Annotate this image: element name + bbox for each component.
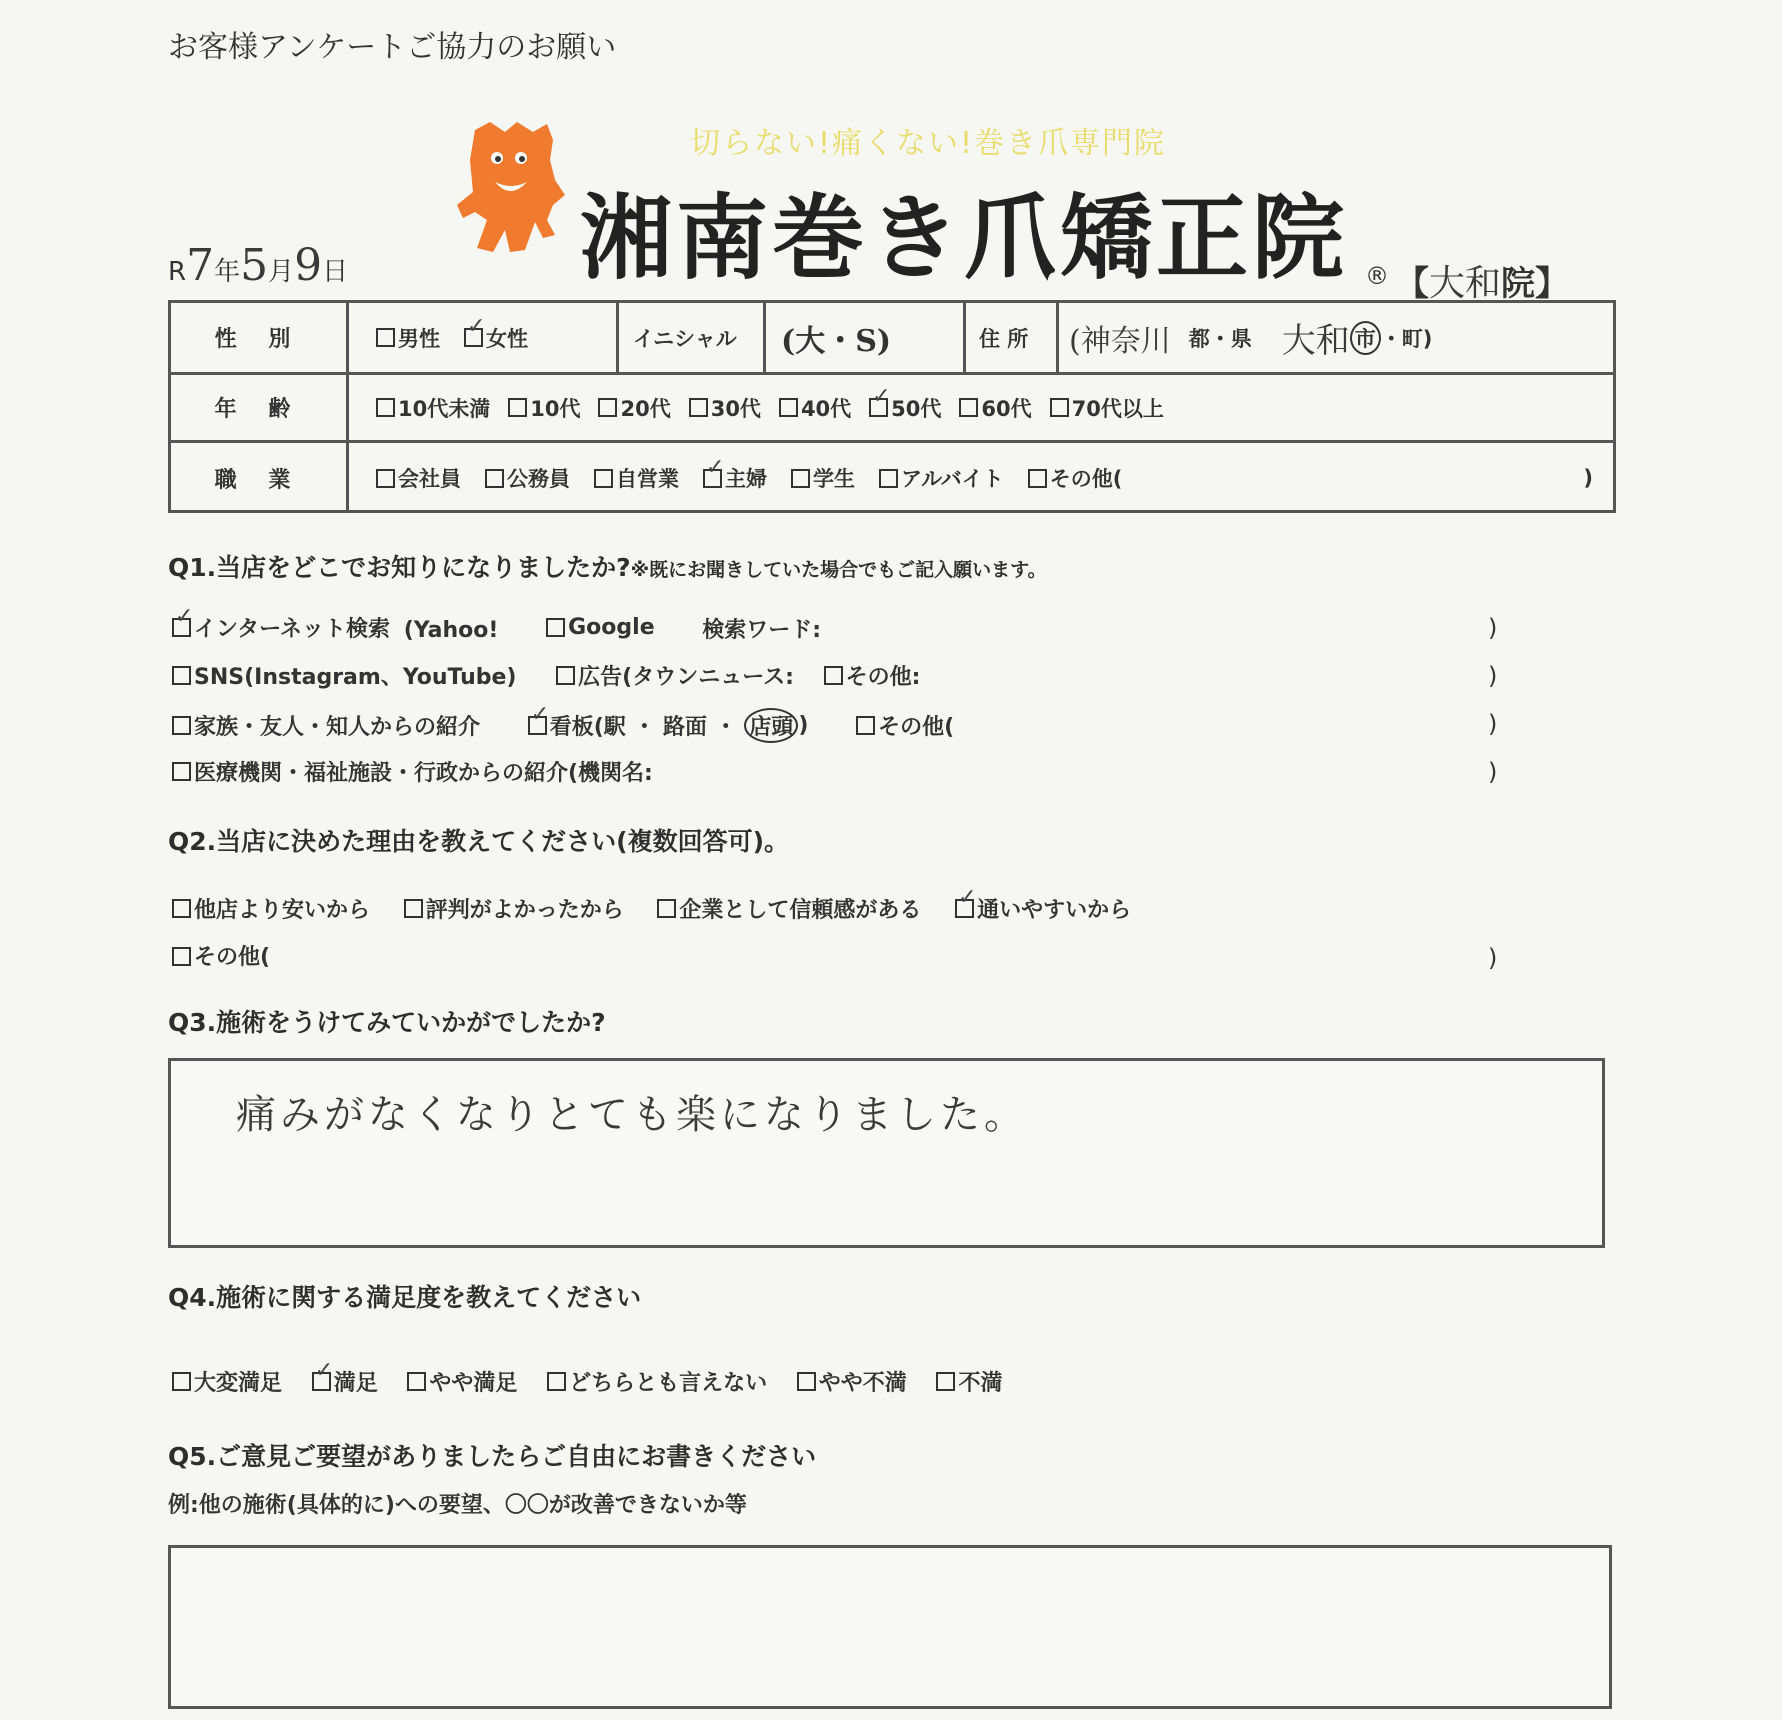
age-option[interactable]: 20代 [598,393,670,423]
q3-title: Q3.施術をうけてみていかがでしたか? [168,1008,606,1037]
q5-example: 例:他の施術(具体的に)への要望、〇〇が改善できないか等 [168,1493,747,1518]
q1-line-referral [172,708,978,743]
age-option[interactable]: 30代 [689,393,761,423]
initials-label: イニシャル [633,326,737,351]
registered-mark: ® [1365,262,1389,290]
close-paren: ) [1488,758,1498,786]
q1-other-option[interactable]: その他( [856,710,954,741]
q1-line-sns [172,660,944,691]
age-option[interactable]: 10代 [508,393,580,423]
q1-note: ※既にお聞きしていた場合でもご記入願います。 [630,559,1047,581]
age-options [376,375,1182,440]
branch-name: 【大和院】 [1395,263,1570,304]
gender-option-male[interactable]: 男性 [376,323,440,353]
age-option[interactable]: 60代 [959,393,1031,423]
circled-storefront: 店頭 [744,708,798,743]
q2-option[interactable]: 企業として信頼感がある [657,893,921,924]
q1-ad-other-option[interactable]: その他: [824,660,921,691]
q1-line-internet [172,612,821,644]
job-option[interactable]: 公務員 [485,463,570,493]
q1-yahoo-option[interactable]: (Yahoo! [403,618,499,643]
gender-row [171,303,1613,375]
q1-ad-option[interactable]: 広告(タウンニュース: [556,660,794,691]
age-option[interactable]: 10代未満 [376,393,490,423]
survey-date: R7年5月9日 [168,240,349,291]
q1-sign-option[interactable]: ✓ 看板(駅 ・ 路面 ・ 店頭 ) [528,708,809,743]
close-paren: ) [1488,710,1498,738]
q1-keyword-label: 検索ワード: [702,618,822,643]
job-close-paren: ) [1583,466,1593,490]
q4-option[interactable]: どちらとも言えない [547,1366,767,1397]
mascot-logo [455,120,570,270]
branch-handwritten: 大和 [1429,263,1502,304]
age-label: 年 齢 [171,375,349,440]
q5-answer-box[interactable] [168,1545,1612,1709]
survey-request-title: お客様アンケートご協力のお願い [168,30,617,65]
gender-option-female[interactable]: ✓ 女性 [464,323,528,353]
initials-value[interactable]: (大・S) [781,323,892,359]
q5-title: Q5.ご意見ご要望がありましたらご自由にお書きください [168,1442,817,1471]
checked-checkbox-icon [464,328,483,347]
q3-answer-box[interactable] [168,1058,1605,1248]
q2-title: Q2.当店に決めた理由を教えてください(複数回答可)。 [168,827,789,856]
age-option[interactable]: 40代 [779,393,851,423]
q1-internet-option[interactable]: ✓ インターネット検索 [172,612,390,643]
job-option[interactable]: 学生 [791,463,855,493]
q1-sns-option[interactable]: SNS(Instagram、YouTube) [172,660,517,691]
q4-option[interactable]: やや不満 [797,1366,907,1397]
q2-other-option[interactable]: その他( [172,940,270,971]
clinic-name: 湘南巻き爪矯正院 [580,185,1349,292]
job-option[interactable]: 会社員 [376,463,461,493]
job-option[interactable]: 自営業 [594,463,679,493]
q4-option[interactable]: やや満足 [407,1366,517,1397]
q4-option[interactable]: 大変満足 [172,1366,282,1397]
q2-options [172,893,1155,924]
job-option-checked[interactable]: ✓ 主婦 [703,463,767,493]
q1-line-medical [172,756,677,787]
q3-answer-text: 痛みがなくなりとても楽になりました。 [236,1092,1028,1138]
address-field[interactable]: (神奈川 都・県 大和 市 ・町) [1069,321,1433,361]
job-option[interactable]: アルバイト [879,463,1004,493]
job-row [171,443,1613,513]
close-paren: ) [1488,944,1498,972]
respondent-info-table [168,300,1616,513]
q2-option-checked[interactable]: ✓ 通いやすいから [955,893,1131,924]
job-option-other[interactable]: その他( [1028,463,1123,493]
checkbox-icon [376,328,395,347]
gender-label: 性 別 [171,303,349,372]
job-label: 職 業 [171,443,349,513]
q4-option[interactable]: 不満 [936,1366,1002,1397]
close-paren: ) [1488,662,1498,690]
circled-city: 市 [1350,321,1381,355]
q4-option-checked[interactable]: ✓ 満足 [312,1366,378,1397]
tagline: 切らない!痛くない!巻き爪専門院 [690,126,1167,161]
address-label: 住 所 [979,326,1029,351]
q4-title: Q4.施術に関する満足度を教えてください [168,1283,642,1312]
q2-option[interactable]: 評判がよかったから [404,893,624,924]
q1-title: Q1.当店をどこでお知りになりましたか?※既にお聞きしていた場合でもご記入願います。 [168,553,1047,582]
q4-options [172,1366,1026,1397]
age-row [171,375,1613,443]
age-option[interactable]: 70代以上 [1050,393,1164,423]
q1-google-option[interactable]: Google [546,615,655,640]
gender-options [376,303,552,372]
job-options [376,443,1593,513]
age-option-checked[interactable]: ✓ 50代 [869,393,941,423]
q1-medical-option[interactable]: 医療機関・福祉施設・行政からの紹介(機関名: [172,756,653,787]
q2-option[interactable]: 他店より安いから [172,893,370,924]
q1-family-option[interactable]: 家族・友人・知人からの紹介 [172,710,480,741]
close-paren: ) [1488,614,1498,642]
